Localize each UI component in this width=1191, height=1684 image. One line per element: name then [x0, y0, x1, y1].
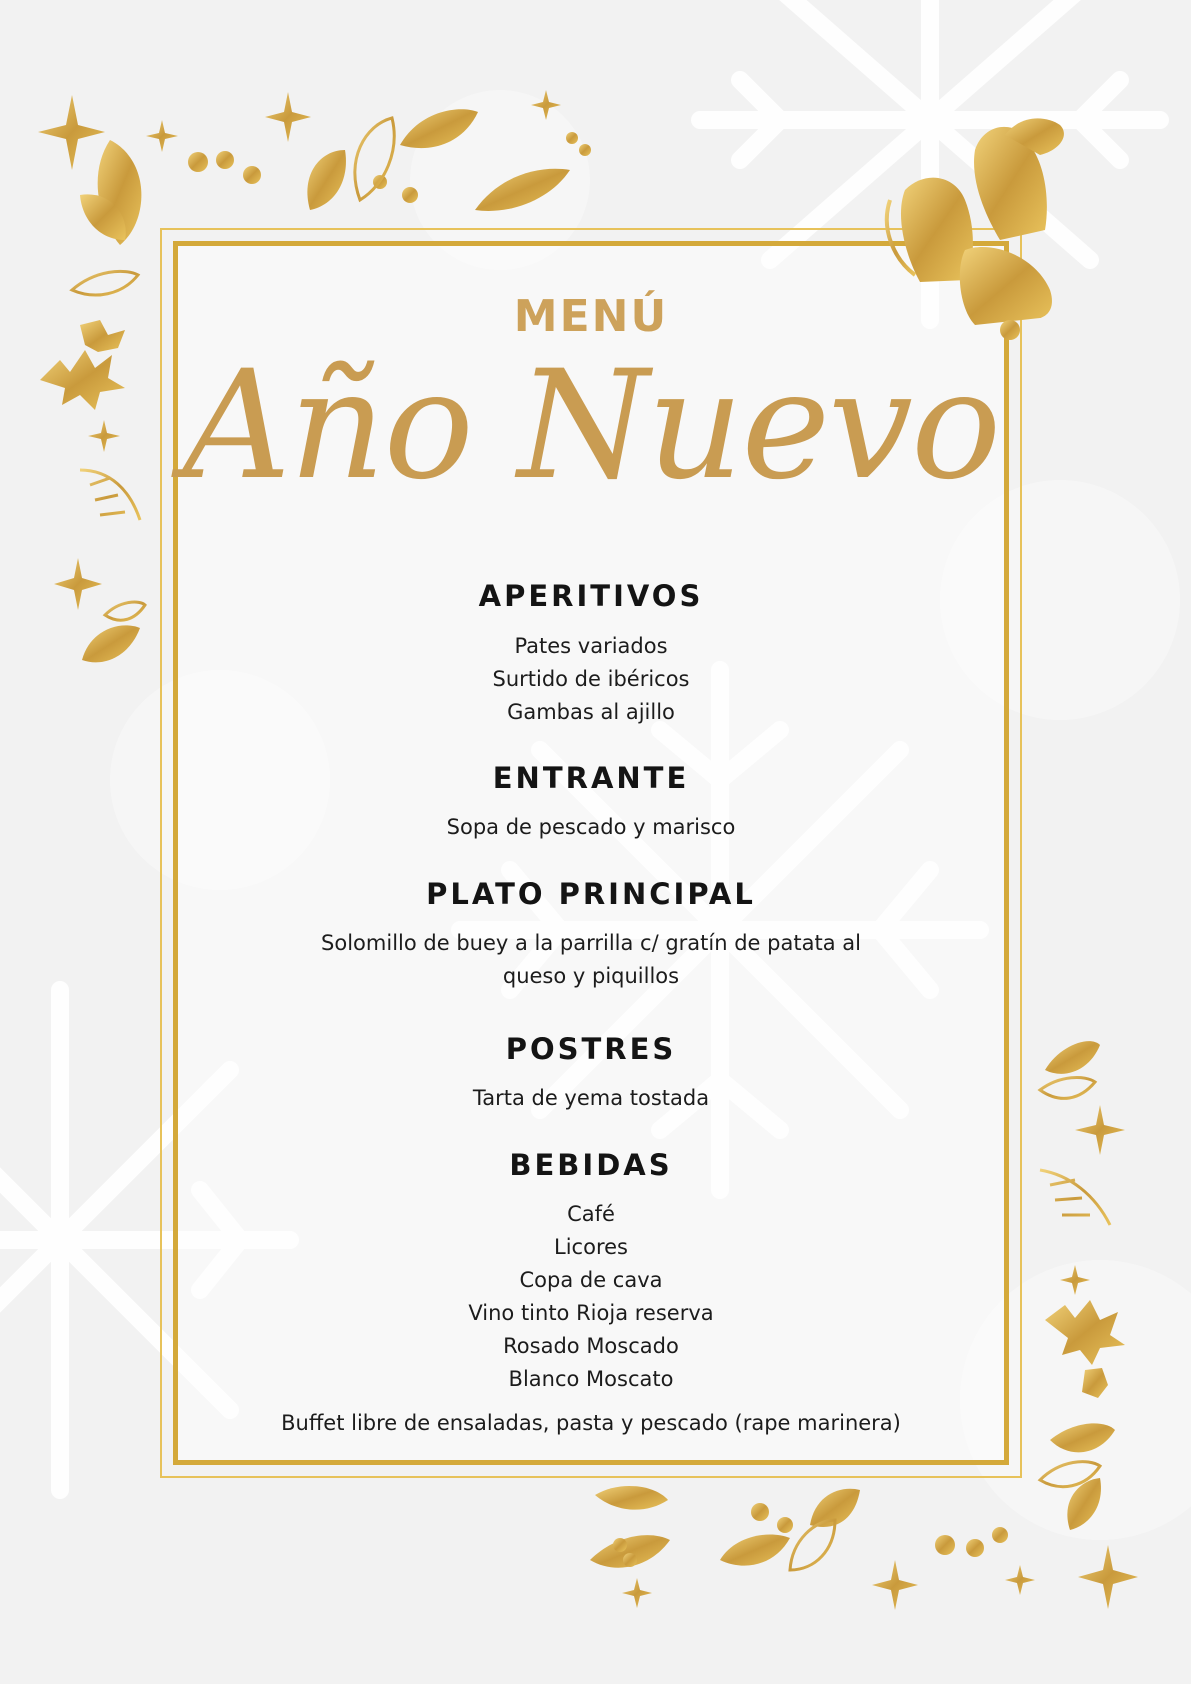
- berry-icon: [613, 1538, 627, 1552]
- branch-icon: [80, 470, 140, 520]
- star-icon: [38, 95, 105, 170]
- star-icon: [531, 90, 561, 120]
- leaf-icon: [720, 1534, 790, 1565]
- berry-icon: [935, 1535, 955, 1555]
- berry-icon: [623, 1553, 637, 1567]
- leaf-icon: [1050, 1423, 1115, 1452]
- menu-item: Pates variados: [514, 634, 668, 658]
- menu-item: Surtido de ibéricos: [492, 667, 690, 691]
- berry-icon: [566, 132, 578, 144]
- section-heading-entrante: ENTRANTE: [492, 761, 690, 795]
- berry-icon: [777, 1517, 793, 1533]
- menu-item: Gambas al ajillo: [507, 700, 675, 724]
- menu-item: Rosado Moscado: [503, 1334, 679, 1358]
- star-icon: [88, 420, 120, 452]
- menu-item: Copa de cava: [519, 1268, 663, 1292]
- star-icon: [54, 558, 102, 610]
- berry-icon: [216, 151, 234, 169]
- page-title: Año Nuevo: [182, 339, 1000, 513]
- berry-icon: [243, 166, 261, 184]
- section-heading-postres: POSTRES: [505, 1032, 677, 1066]
- leaf-outline-icon: [1040, 1077, 1095, 1098]
- star-icon: [1005, 1565, 1035, 1595]
- leaf-icon: [82, 625, 140, 662]
- section-heading-plato-principal: PLATO PRINCIPAL: [426, 877, 756, 911]
- menu-label: MENÚ: [513, 291, 669, 342]
- berry-icon: [188, 152, 208, 172]
- section-heading-aperitivos: APERITIVOS: [478, 579, 704, 613]
- berry-icon: [579, 144, 591, 156]
- leaf-icon: [307, 150, 346, 210]
- leaf-outline-icon: [790, 1520, 835, 1570]
- menu-content: [173, 241, 1009, 1465]
- leaf-icon: [595, 1486, 668, 1510]
- leaf-icon: [475, 169, 570, 211]
- leaf-icon: [400, 109, 478, 148]
- star-icon: [622, 1578, 652, 1608]
- star-icon: [1075, 1105, 1125, 1155]
- leaf-outline-icon: [72, 271, 138, 295]
- menu-item: Solomillo de buey a la parrilla c/ gratín de patata al: [321, 931, 861, 955]
- branch-icon: [1040, 1170, 1110, 1225]
- holly-icon: [1082, 1368, 1108, 1398]
- menu-item: Sopa de pescado y marisco: [446, 815, 736, 839]
- menu-item: Vino tinto Rioja reserva: [468, 1301, 714, 1325]
- holly-icon: [1045, 1300, 1125, 1365]
- menu-item: Blanco Moscato: [508, 1367, 674, 1391]
- menu-item: queso y piquillos: [502, 964, 680, 988]
- berry-icon: [966, 1539, 984, 1557]
- holly-icon: [80, 320, 125, 352]
- berry-icon: [402, 187, 418, 203]
- leaf-outline-icon: [105, 602, 145, 620]
- berry-icon: [992, 1527, 1008, 1543]
- star-icon: [265, 92, 311, 142]
- footer-note: Buffet libre de ensaladas, pasta y pescado (rape marinera): [281, 1411, 901, 1435]
- leaf-icon: [1045, 1041, 1100, 1074]
- star-icon: [1078, 1545, 1138, 1609]
- menu-item: Café: [567, 1202, 615, 1226]
- star-icon: [1060, 1265, 1090, 1295]
- berry-icon: [751, 1503, 769, 1521]
- star-icon: [146, 120, 178, 152]
- menu-item: Licores: [554, 1235, 628, 1259]
- section-heading-bebidas: BEBIDAS: [509, 1148, 673, 1182]
- star-icon: [872, 1560, 918, 1610]
- menu-item: Tarta de yema tostada: [472, 1086, 710, 1110]
- holly-icon: [40, 350, 125, 410]
- leaf-outline-icon: [355, 118, 394, 200]
